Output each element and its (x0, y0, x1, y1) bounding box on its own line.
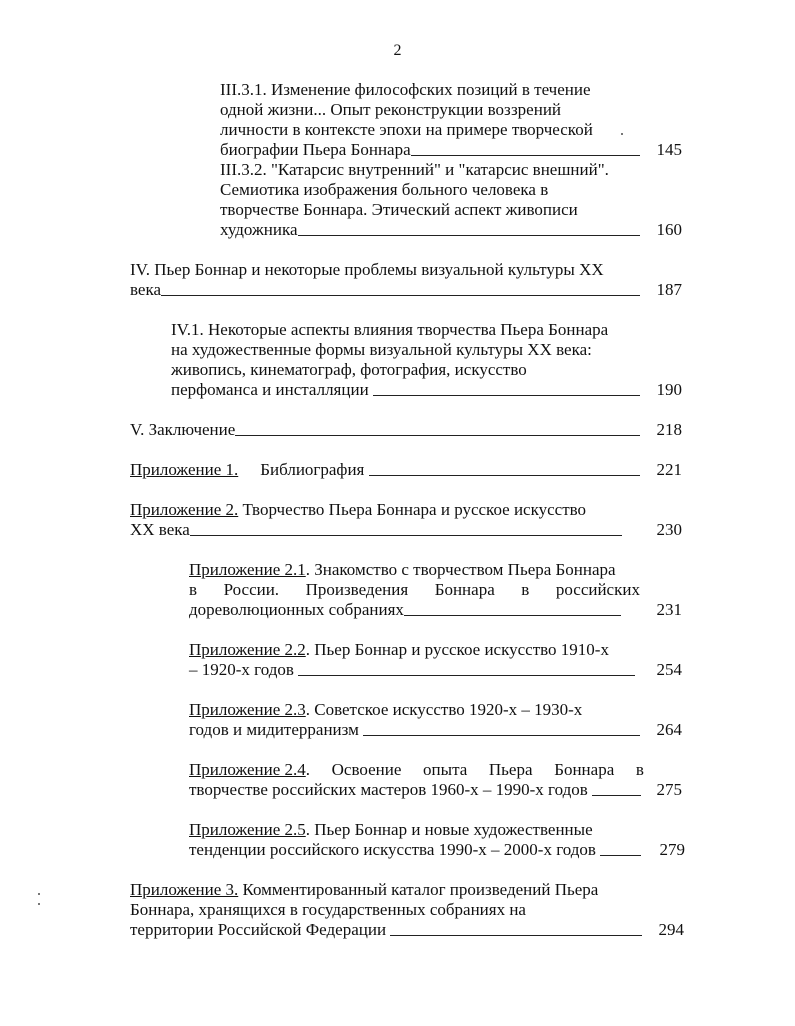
entry-text: годов и мидитерранизм (189, 720, 364, 739)
entry-text: IV. Пьер Боннар и некоторые проблемы визуальной культуры XX (130, 260, 604, 279)
word: в (635, 760, 644, 779)
entry-text: художника (220, 220, 298, 239)
entry-text: III.3.1. Изменение философских позиций в течение (220, 80, 591, 99)
leader-line (298, 674, 635, 676)
entry-text: творчестве российских мастеров 1960-х – 1990-х годов (189, 780, 593, 799)
word: в (521, 580, 530, 599)
toc-entry-appendix-2-3[interactable] (189, 700, 640, 740)
page-ref: 221 (656, 460, 682, 479)
appendix-link[interactable]: Приложение 2.5 (189, 820, 306, 839)
word: Освоение (331, 760, 402, 779)
entry-text: на художественные формы визуальной культуры XX века: (171, 340, 592, 359)
entry-text: – 1920-х годов (189, 660, 299, 679)
page-ref: 275 (656, 780, 682, 799)
page-ref: 294 (658, 920, 684, 939)
leader-line (592, 794, 641, 796)
page-ref: 145 (656, 140, 682, 159)
leader-line (235, 434, 640, 436)
toc-entry-v[interactable] (130, 420, 640, 440)
leader-line (190, 534, 622, 536)
entry-text: III.3.2. "Катарсис внутренний" и "катарсис внешний". (220, 160, 609, 179)
leader-line (404, 614, 621, 616)
entry-text: творчестве Боннара. Этический аспект живописи (220, 200, 578, 219)
word: России. (223, 580, 280, 599)
entry-text: Семиотика изображения больного человека в (220, 180, 549, 199)
entry-text: личности в контексте эпохи на примере творческой (220, 120, 593, 139)
appendix-link[interactable]: Приложение 1. (130, 460, 239, 479)
leader-line (369, 474, 640, 476)
toc-entry-appendix-2[interactable] (130, 500, 622, 540)
scan-speck (621, 133, 623, 135)
word: российских (555, 580, 640, 599)
page-ref: 230 (656, 520, 682, 539)
entry-text: Боннара, хранящихся в государственных собраниях на (130, 900, 526, 919)
word: Произведения (305, 580, 409, 599)
word: опыта (423, 760, 468, 779)
entry-text: тенденции российского искусства 1990-х – 2000-х годов (189, 840, 601, 859)
entry-text: территории Российской Федерации (130, 920, 391, 939)
page-ref: 279 (659, 840, 685, 859)
entry-text: Библиография (260, 460, 369, 479)
entry-text: IV.1. Некоторые аспекты влияния творчества Пьера Боннара (171, 320, 609, 339)
entry-text: V. Заключение (130, 420, 236, 439)
toc-entry-appendix-2-5[interactable] (189, 820, 645, 860)
entry-text: . Пьер Боннар и новые художественные (305, 820, 593, 839)
entry-text: биографии Пьера Боннара (220, 140, 411, 159)
toc-entry-appendix-3[interactable] (130, 880, 642, 940)
appendix-link[interactable]: Приложение 2. (130, 500, 239, 519)
toc-entry-appendix-2-2[interactable] (189, 640, 635, 680)
toc-entry-appendix-2-1[interactable] (189, 560, 640, 620)
word: Боннара (554, 760, 615, 779)
page-ref: 218 (656, 420, 682, 439)
appendix-link[interactable]: Приложение 2.2 (189, 640, 306, 659)
leader-line (298, 234, 641, 236)
toc-entry-iii-3-1[interactable] (220, 80, 640, 160)
leader-line (161, 294, 640, 296)
page-ref: 160 (656, 220, 682, 239)
leader-line (363, 734, 640, 736)
entry-text: . Знакомство с творчеством Пьера Боннара (305, 560, 616, 579)
word: Пьера (488, 760, 533, 779)
word: Боннара (434, 580, 495, 599)
page-ref: 190 (656, 380, 682, 399)
page-number: 2 (393, 42, 402, 59)
entry-text: дореволюционных собраниях (189, 600, 404, 619)
leader-line (390, 934, 642, 936)
scan-speck (38, 893, 40, 895)
leader-line (373, 394, 640, 396)
entry-text: Творчество Пьера Боннара и русское искусство (238, 500, 587, 519)
entry-text: . Советское искусство 1920-х – 1930-х (305, 700, 583, 719)
appendix-link[interactable]: Приложение 2.3 (189, 700, 306, 719)
entry-text-justified (189, 580, 640, 600)
entry-text: XX века (130, 520, 190, 539)
leader-line (600, 854, 641, 856)
toc-entry-iv-1[interactable] (171, 320, 640, 400)
page-ref: 254 (656, 660, 682, 679)
appendix-link[interactable]: Приложение 2.1 (189, 560, 306, 579)
page-ref: 264 (656, 720, 682, 739)
entry-text: живопись, кинематограф, фотография, искусство (171, 360, 527, 379)
entry-text: Комментированный каталог произведений Пьера (238, 880, 599, 899)
word: в (189, 580, 198, 599)
scan-speck (38, 903, 40, 905)
toc-entry-iv[interactable] (130, 260, 640, 300)
toc-entry-appendix-2-4[interactable]: Приложение 2.4. Освоение опыта Пьера Боннара в творчестве российских мастеров 1960-х – 1990-х годов (189, 760, 644, 799)
toc-entry-iii-3-2[interactable] (220, 160, 640, 240)
appendix-link[interactable]: Приложение 2.4 (189, 760, 306, 779)
toc-entry-appendix-1[interactable] (130, 460, 640, 480)
entry-text: перфоманса и инсталляции (171, 380, 373, 399)
page-ref: 231 (656, 600, 682, 619)
appendix-link[interactable]: Приложение 3. (130, 880, 239, 899)
entry-text: одной жизни... Опыт реконструкции воззрений (220, 100, 562, 119)
page-ref: 187 (656, 280, 682, 299)
leader-line (411, 154, 640, 156)
entry-text: . Пьер Боннар и русское искусство 1910-х (305, 640, 609, 659)
entry-text: века (130, 280, 162, 299)
